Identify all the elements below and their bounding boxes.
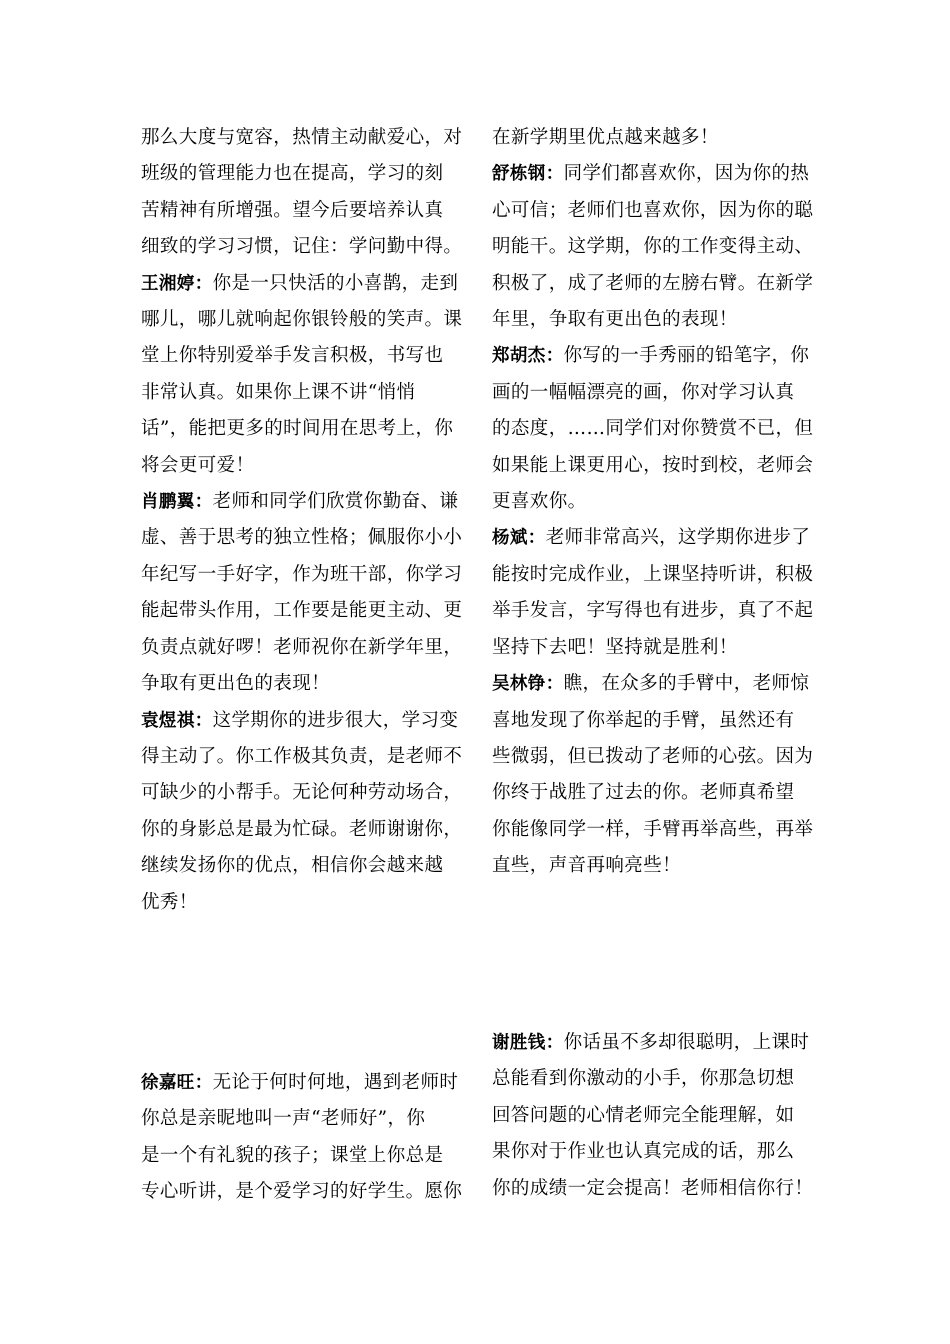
comment-line xyxy=(141,593,481,629)
comment-line xyxy=(492,1025,832,1061)
comment-line xyxy=(492,812,832,848)
comment-text: 积极了，成了老师的左膀右臂。在新学 xyxy=(492,272,814,294)
left-column-top xyxy=(141,120,481,921)
comment-text: 年纪写一手好字，作为班干部，你学习 xyxy=(141,563,463,585)
comment-text: 你的成绩一定会提高！老师相信你行！ xyxy=(492,1177,814,1199)
comment-text: 专心听讲，是个爱学习的好学生。愿你 xyxy=(141,1181,463,1203)
comment-text: 能按时完成作业，上课坚持听讲，积极 xyxy=(492,563,814,585)
comment-text: 继续发扬你的优点，相信你会越来越 xyxy=(141,855,444,877)
comment-line xyxy=(141,557,481,593)
comment-line xyxy=(141,375,481,411)
comment-line xyxy=(141,739,481,775)
comment-line xyxy=(141,848,481,884)
comment-line xyxy=(141,666,481,702)
comment-text: 非常认真。如果你上课不讲“悄悄 xyxy=(141,381,416,403)
comment-text: 能起带头作用，工作要是能更主动、更 xyxy=(141,600,463,622)
comment-text: 总能看到你激动的小手，你那急切想 xyxy=(492,1068,795,1090)
comment-line xyxy=(492,411,832,447)
comment-text: 的态度，……同学们对你赞赏不已，但 xyxy=(492,418,814,440)
comment-text: 负责点就好啰！老师祝你在新学年里， xyxy=(141,636,463,658)
comment-text: 你终于战胜了过去的你。老师真希望 xyxy=(492,782,795,804)
comment-line xyxy=(141,1065,481,1101)
comment-text: 你能像同学一样，手臂再举高些，再举 xyxy=(492,818,814,840)
comment-text: 争取有更出色的表现！ xyxy=(141,673,331,695)
comment-line xyxy=(141,193,481,229)
comment-text: 是一个有礼貌的孩子；课堂上你总是 xyxy=(141,1144,444,1166)
student-name: 杨斌： xyxy=(492,528,546,549)
comment-text: 细致的学习习惯，记住：学问勤中得。 xyxy=(141,236,463,258)
comment-line xyxy=(141,703,481,739)
comment-line xyxy=(492,229,832,265)
left-column-bottom xyxy=(141,1065,481,1211)
comment-line xyxy=(492,520,832,556)
comment-line xyxy=(492,557,832,593)
comment-line xyxy=(141,156,481,192)
comment-text: 举手发言，字写得也有进步，真了不起 xyxy=(492,600,814,622)
comment-line xyxy=(141,448,481,484)
comment-text: 坚持下去吧！坚持就是胜利！ xyxy=(492,636,738,658)
comment-text: 你话虽不多却很聪明，上课时 xyxy=(563,1032,810,1053)
comment-text: 那么大度与宽容，热情主动献爱心，对 xyxy=(141,127,463,148)
comment-line xyxy=(141,520,481,556)
comment-line xyxy=(492,120,832,156)
comment-line xyxy=(492,266,832,302)
comment-text: 在新学期里优点越来越多！ xyxy=(492,127,719,148)
comment-line xyxy=(141,775,481,811)
comment-text: 这学期你的进步很大，学习变 xyxy=(212,709,459,731)
comment-text: 年里，争取有更出色的表现！ xyxy=(492,309,738,331)
student-name: 吴林铮： xyxy=(492,674,564,695)
comment-line xyxy=(141,302,481,338)
comment-text: 你总是亲昵地叫一声“老师好”，你 xyxy=(141,1108,426,1130)
comment-line xyxy=(492,848,832,884)
comment-text: 老师非常高兴，这学期你进步了 xyxy=(545,527,811,549)
comment-text: 些微弱，但已拨动了老师的心弦。因为 xyxy=(492,745,814,767)
comment-text: 将会更可爱！ xyxy=(141,454,255,476)
comment-line xyxy=(141,1101,481,1137)
comment-line xyxy=(492,484,832,520)
comment-line xyxy=(492,338,832,374)
comment-text: 如果能上课更用心，按时到校，老师会 xyxy=(492,454,814,476)
comment-line xyxy=(492,193,832,229)
comment-line xyxy=(141,411,481,447)
student-name: 徐嘉旺： xyxy=(141,1073,213,1093)
comment-line xyxy=(492,1134,832,1170)
student-name: 郑胡杰： xyxy=(492,346,564,367)
comment-line xyxy=(141,1138,481,1174)
student-name: 王湘婷： xyxy=(141,273,213,294)
comment-text: 话”，能把更多的时间用在思考上，你 xyxy=(141,418,454,440)
comment-line xyxy=(492,1098,832,1134)
comment-text: 回答问题的心情老师完全能理解，如 xyxy=(492,1104,795,1126)
right-column-top xyxy=(492,120,832,885)
student-name: 舒栋钢： xyxy=(492,164,564,185)
student-name: 谢胜钱： xyxy=(492,1033,564,1053)
right-column-bottom xyxy=(492,1025,832,1207)
comment-text: 堂上你特别爱举手发言积极，书写也 xyxy=(141,345,444,367)
comment-text: 班级的管理能力也在提高，学习的刻 xyxy=(141,163,444,185)
comment-text: 瞧，在众多的手臂中，老师惊 xyxy=(563,673,810,695)
comment-line xyxy=(492,448,832,484)
comment-line xyxy=(492,302,832,338)
student-name: 肖鹏翼： xyxy=(141,492,213,513)
comment-text: 你写的一手秀丽的铅笔字，你 xyxy=(563,345,810,367)
comment-text: 果你对于作业也认真完成的话，那么 xyxy=(492,1141,795,1163)
comment-line xyxy=(492,739,832,775)
comment-text: 画的一幅幅漂亮的画，你对学习认真 xyxy=(492,381,795,403)
comment-text: 更喜欢你。 xyxy=(492,491,587,513)
comment-text: 同学们都喜欢你，因为你的热 xyxy=(563,163,810,185)
comment-line xyxy=(141,229,481,265)
comment-text: 无论于何时何地，遇到老师时 xyxy=(212,1072,459,1093)
comment-line xyxy=(492,156,832,192)
comment-text: 心可信；老师们也喜欢你，因为你的聪 xyxy=(492,199,814,221)
comment-text: 你是一只快活的小喜鹊，走到 xyxy=(212,272,459,294)
comment-text: 优秀！ xyxy=(141,891,198,913)
comment-text: 老师和同学们欣赏你勤奋、谦 xyxy=(212,491,459,513)
comment-line xyxy=(141,630,481,666)
comment-line xyxy=(492,666,832,702)
comment-line xyxy=(492,375,832,411)
comment-text: 得主动了。你工作极其负责，是老师不 xyxy=(141,745,463,767)
comment-line xyxy=(492,630,832,666)
student-name: 袁煜祺： xyxy=(141,710,213,731)
comment-line xyxy=(141,484,481,520)
comment-line xyxy=(492,775,832,811)
comment-text: 直些，声音再响亮些！ xyxy=(492,855,682,877)
comment-line xyxy=(141,338,481,374)
comment-text: 可缺少的小帮手。无论何种劳动场合， xyxy=(141,782,463,804)
comment-line xyxy=(492,593,832,629)
comment-line xyxy=(492,1061,832,1097)
comment-text: 苦精神有所增强。望今后要培养认真 xyxy=(141,199,444,221)
comment-line xyxy=(141,1174,481,1210)
comment-line xyxy=(141,266,481,302)
comment-line xyxy=(141,120,481,156)
comment-line xyxy=(141,885,481,921)
comment-text: 你的身影总是最为忙碌。老师谢谢你， xyxy=(141,818,463,840)
comment-text: 明能干。这学期，你的工作变得主动、 xyxy=(492,236,814,258)
comment-text: 喜地发现了你举起的手臂，虽然还有 xyxy=(492,709,795,731)
comment-line xyxy=(492,1171,832,1207)
comment-line xyxy=(492,703,832,739)
comment-text: 虚、善于思考的独立性格；佩服你小小 xyxy=(141,527,463,549)
comment-text: 哪儿，哪儿就响起你银铃般的笑声。课 xyxy=(141,309,463,331)
comment-line xyxy=(141,812,481,848)
